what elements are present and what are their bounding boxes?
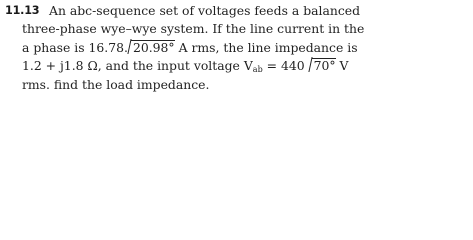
voltage-unit: V [339,58,349,74]
voltage-subscript: ab [252,65,263,75]
voltage-angle: 70° [313,58,336,74]
problem-line-2: three-phase wye–wye system. If the line current in the [22,21,365,37]
current-angle: 20.98° [132,39,175,55]
problem-line-5: rms. find the load impedance. [22,76,210,92]
line4-before: 1.2 + j1.8 Ω, and the input voltage V [22,58,253,74]
problem-line-1: An abc-sequence set of voltages feeds a balanced [49,3,361,18]
line3-after: A rms, the line impedance is [178,39,358,55]
problem-number: 11.13 [5,4,40,17]
voltage-equals: = 440 [266,58,305,74]
problem-line-3 [17,39,467,57]
line3-before: a phase is 16.78. [22,39,128,55]
problem-statement [5,2,467,94]
problem-line-4 [17,57,467,75]
